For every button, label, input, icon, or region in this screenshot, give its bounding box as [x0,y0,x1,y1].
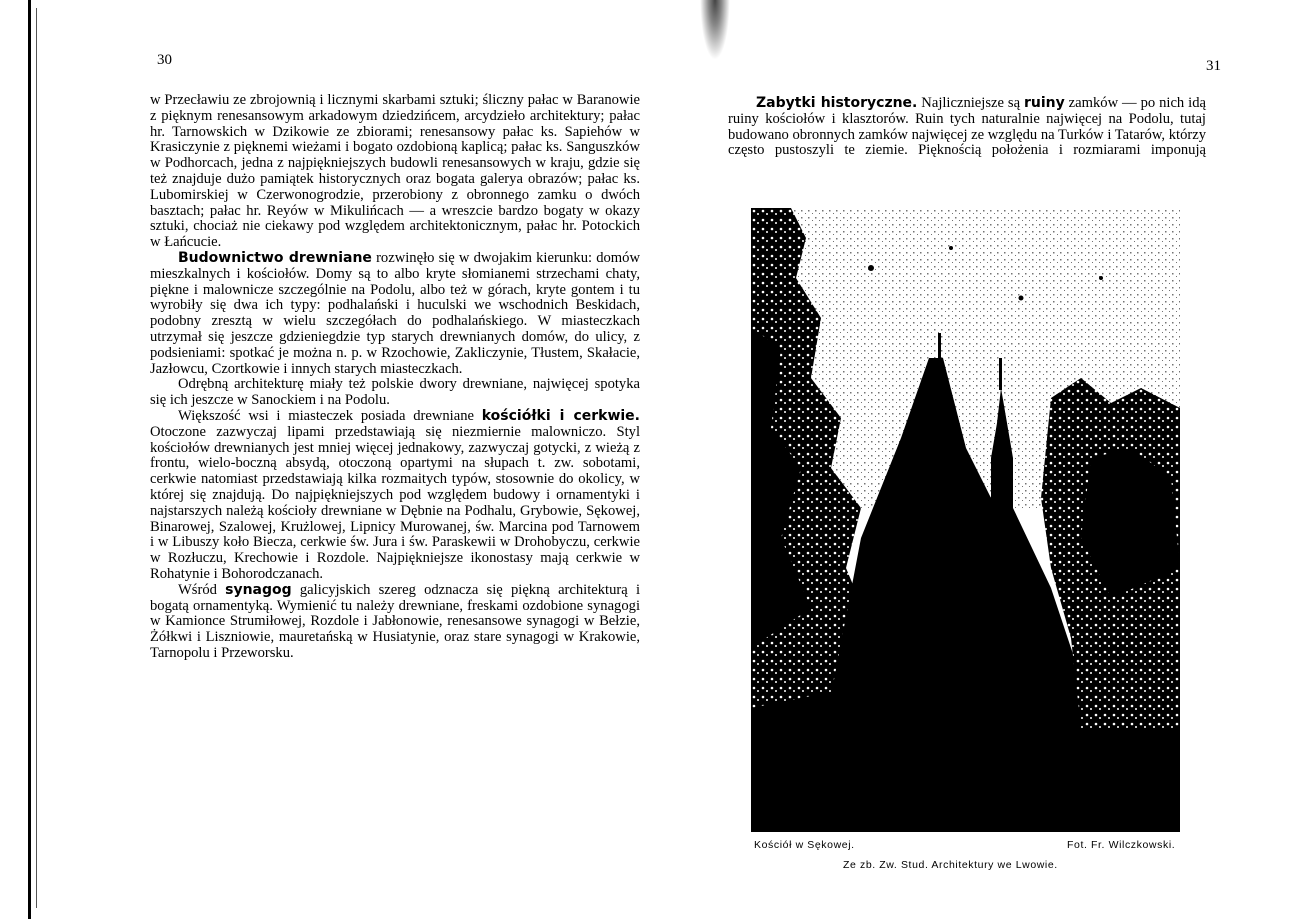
right-page-text [728,96,1206,159]
bold-heading-run: Zabytki historyczne. [756,95,918,111]
bold-heading-run: synagog [225,581,292,598]
photo-caption-credit: Fot. Fr. Wilczkowski. [1067,839,1176,851]
page-edge-shadow [36,8,37,908]
paragraph-wooden-architecture [150,251,640,377]
paragraph-palaces [150,93,640,251]
paragraph-historic-monuments [728,96,1206,159]
text-run: zamków — po nich idą ruiny kościołów i klasztorów. Ruin tych naturalnie najwięcej na Podolu, tutaj budowano obronnych zamków najwięcej ze względu na Turków i Tatarów, którzy często pustoszyli te ziemie. Pięknością położenia i rozmiarami imponują [728,95,1207,159]
text-run: Najliczniejsze są [917,95,1024,111]
bold-heading-run: kościółki i cerkwie. [481,407,640,424]
photo-caption-title: Kościół w Sękowej. [754,839,855,851]
text-run: Odrębną architekturę miały też polskie dwory drewniane, najwięcej spotyka się ich jeszcze w Sanockiem i na Podolu. [150,376,640,409]
left-page-number: 30 [157,52,172,68]
paragraph-synagogues [150,583,640,662]
bold-heading-run: Budownictwo drewniane [178,249,372,266]
church-photo [751,208,1180,832]
text-run: galicyjskich szereg odznacza się piękną architekturą i bogatą ornamentyką. Wymienić tu należy drewniane, freskami ozdobione synagogi w Kamionce Strumiłowej, Rozdole i Jabłonowie, renesansowe synagogi w Bełzie, Żółkwi i Liszniowie, mauretańską w Husiatynie, oraz stare synagogi w Krakowie, Tarnopolu i Przeworsku. [150,581,641,661]
left-page-text [150,93,640,662]
book-gutter-shadow [700,0,730,60]
right-page-number: 31 [1206,58,1221,74]
page-edge-left [28,0,31,919]
paragraph-manor-houses [150,377,640,409]
text-run: Otoczone zazwyczaj lipami przedstawiają się niezmiernie malowniczo. Styl kościołów drewnianych jest mniej więcej jednakowy, zazwyczaj gotycki, z wieżą z frontu, wielo-boczną absydą, otoczoną opartymi na słupach t. zw. sobotami, cerkwie natomiast przedstawiają kilka rozmaitych typów, stosownie do okolicy, w której się znajdują. Do najpiękniejszych pod względem budowy i ornamentyki i najstarszych należą kościoły drewniane w Dębnie na Podhalu, Grybowie, Sękowej, Binarowej, Szalowej, Krużlowej, Lipnicy Murowanej, św. Marcina pod Tarnowem i w Libuszy koło Biecza, cerkwie św. Jura i św. Paraskewii w Drohobyczu, cerkwie w Rozłuczu, Krechowie i Rozdole. Najpiękniejsze ikonostasy mają cerkwie w Rohatynie i Bohorodczanach. [150,423,640,582]
text-run: Wśród [178,581,226,598]
text-run: rozwinęło się w dwojakim kierunku: domów mieszkalnych i kościołów. Domy są to albo kryte słomianemi strzechami chaty, piękne i malownicze szczególnie na Podolu, albo też w górach, kryte gontem i tu wyrobiły się dwa ich typy: podhalański i huculski we wschodnich Beskidach, podobny zresztą w wielu szczegółach do podhalańskiego. W miasteczkach utrzymał się jeszcze gdzieniegdzie typ starych drewnianych domów, do ulicy, z podsieniami: spotkać je można n. p. w Rzochowie, Zakliczynie, Tłustem, Skałacie, Jazłowcu, Czortkowie i innych starych miasteczkach. [150,249,640,377]
text-run: w Przecławiu ze zbrojownią i licznymi skarbami sztuki; śliczny pałac w Baranowie z pięknym renesansowym arkadowym dziedzińcem, arcydzieło architektury; pałac hr. Tarnowskich w Dzikowie ze zbiorami; renesansowy pałac ks. Sapiehów w Krasiczynie z pięknemi wieżami i bogato ozdobioną kaplicą; pałac ks. Sanguszków w Podhorcach, jedna z najpiękniejszych budowli renesansowych w kraju, gdzie się też znajduje dużo pamiątek historycznych oraz bogata galerya obrazów; pałac ks. Lubomirskiej w Czerwonogrodzie, przerobiony z obronnego zamku o dwóch basztach; pałac hr. Reyów w Mikulińcach — a wreszcie bardzo bogaty w okazy sztuki, chociaż nie ciekawy pod względem architektonicznym, pałac hr. Potockich w Łańcucie. [150,92,640,251]
photo-caption-source: Ze zb. Zw. Stud. Architektury we Lwowie. [843,859,1058,871]
bold-heading-run: ruiny [1023,95,1065,111]
paragraph-churches [150,409,640,583]
text-run: Większość wsi i miasteczek posiada drewniane [178,407,482,424]
